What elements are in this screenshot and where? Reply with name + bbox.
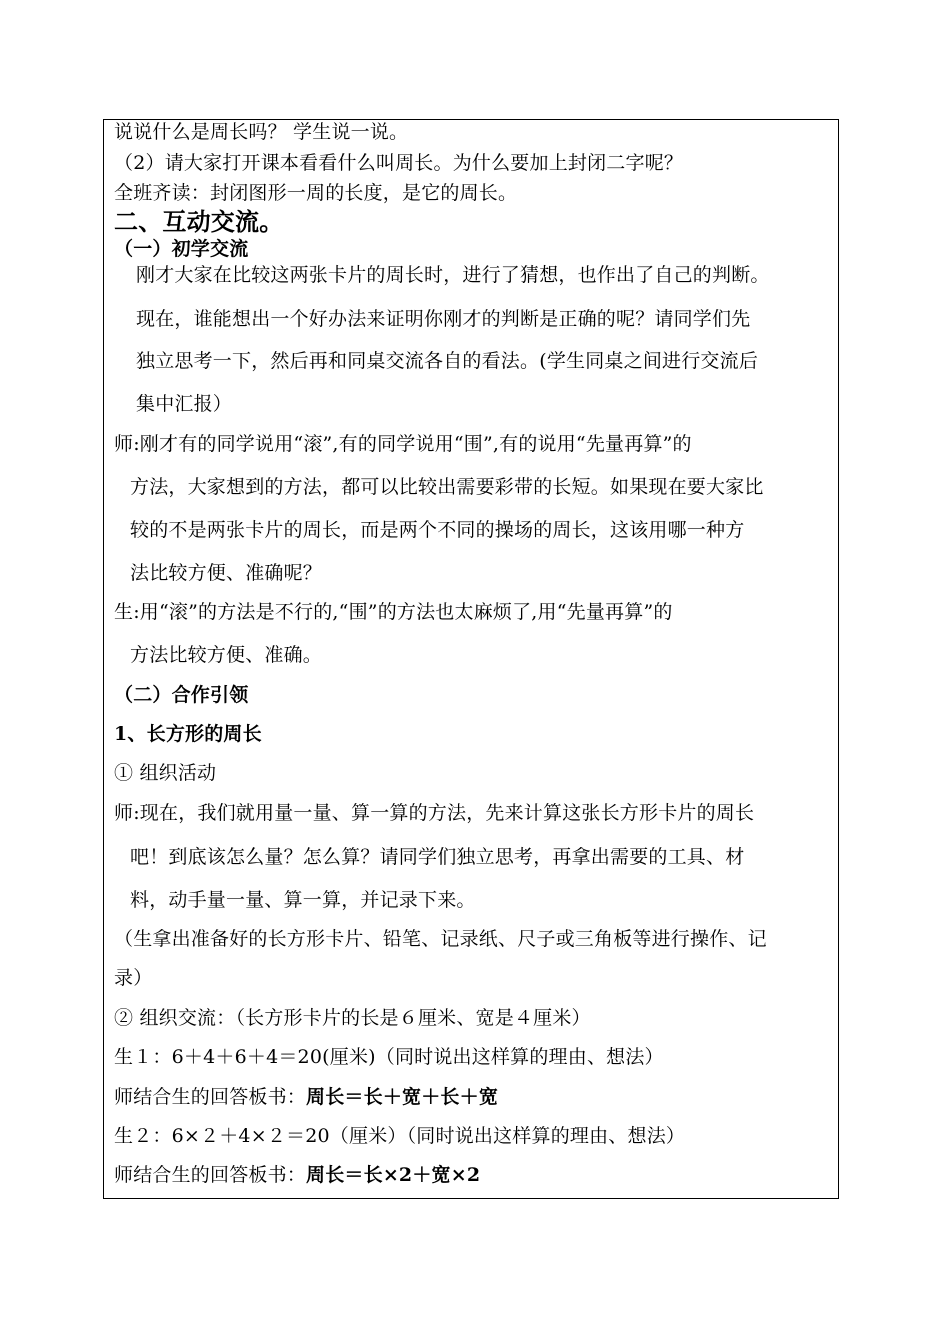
blackboard-label: 师结合生的回答板书： [114,1164,307,1186]
text-line: 较的不是两张卡片的周长，而是两个不同的操场的周长，这该用哪一种方 [130,519,745,541]
text-line: 吧！到底该怎么量？怎么算？请同学们独立思考，再拿出需要的工具、材 [130,846,745,868]
text-line: 师:刚才有的同学说用“滚”,有的同学说用“围”,有的说用“先量再算”的 [114,433,692,455]
formula-bold: 周长＝长×2＋宽×2 [306,1164,481,1186]
text-line: 现在，谁能想出一个好办法来证明你刚才的判断是正确的呢？请同学们先 [136,308,751,330]
text-line: 录） [114,967,153,989]
blackboard-label: 师结合生的回答板书： [114,1086,307,1108]
text-line: ② 组织交流：（长方形卡片的长是６厘米、宽是４厘米） [114,1007,591,1029]
text-line: 法比较方便、准确呢？ [130,562,323,584]
text-line: 生:用“滚”的方法是不行的,“围”的方法也太麻烦了,用“先量再算”的 [114,601,673,623]
formula-bold: 周长＝长＋宽＋长＋宽 [306,1086,499,1108]
text-line: 全班齐读：封闭图形一周的长度，是它的周长。 [114,182,518,204]
text-line: 刚才大家在比较这两张卡片的周长时，进行了猜想，也作出了自己的判断。 [136,264,770,286]
text-line: （2）请大家打开课本看看什么叫周长。为什么要加上封闭二字呢？ [114,152,684,174]
text-line: 方法，大家想到的方法，都可以比较出需要彩带的长短。如果现在要大家比 [130,476,764,498]
text-line: 师:现在，我们就用量一量、算一算的方法，先来计算这张长方形卡片的周长 [114,802,755,824]
text-line: 独立思考一下，然后再和同桌交流各自的看法。(学生同桌之间进行交流后 [136,350,759,372]
subsection-heading: 1、长方形的周长 [114,723,262,745]
text-line: 生２：6×２＋4×２＝20（厘米）（同时说出这样算的理由、想法） [114,1125,686,1147]
subsection-heading: （二）合作引领 [114,684,249,706]
text-line: 说说什么是周长吗？ 学生说一说。 [114,121,409,143]
text-line: ① 组织活动 [114,762,217,784]
text-line: 方法比较方便、准确。 [130,644,323,666]
section-heading: 二、互动交流。 [114,207,284,236]
text-line: 生１：6＋4＋6＋4＝20(厘米)（同时说出这样算的理由、想法） [114,1046,664,1068]
text-line: 集中汇报） [136,393,233,415]
blackboard-line [114,1085,498,1109]
text-line: （生拿出准备好的长方形卡片、铅笔、记录纸、尺子或三角板等进行操作、记 [114,928,767,950]
text-line: 料，动手量一量、算一算，并记录下来。 [130,889,476,911]
blackboard-line [114,1163,480,1187]
subsection-heading: （一）初学交流 [114,238,249,260]
